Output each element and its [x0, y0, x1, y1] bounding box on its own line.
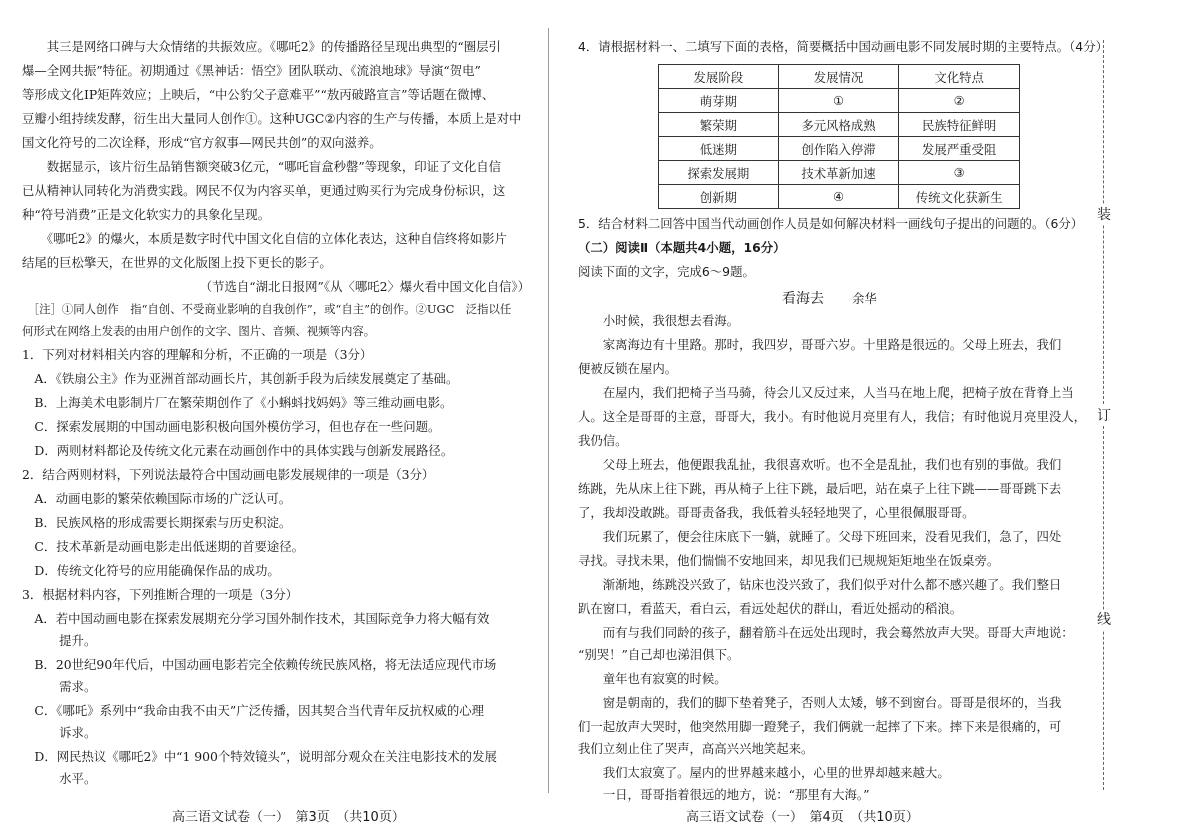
left-text-line: 诉求。: [22, 725, 97, 740]
development-stage-table: [658, 64, 1020, 209]
story-text-line: 而有与我们同龄的孩子，翻着筋斗在远处出现时，我会蓦然放声大哭。哥哥大声地说：: [578, 625, 1074, 640]
table-cell: 萌芽期: [659, 89, 779, 113]
left-text-line: B．上海美术电影制片厂在繁荣期创作了《小蝌蚪找妈妈》等三维动画电影。: [22, 395, 453, 410]
story-text-line: 寻找。寻找未果，他们惴惴不安地回来，却见我们已规规矩矩地坐在饭桌旁。: [578, 553, 1000, 568]
story-text-line: 我仍信。: [578, 433, 628, 448]
story-text-line: 在屋内，我们把椅子当马骑，待会儿又反过来，人当马在地上爬，把椅子放在背脊上当: [578, 385, 1074, 400]
story-text-line: 父母上班去，他便跟我乱扯，我很喜欢听。也不全是乱扯，我们也有别的事做。我们: [578, 457, 1062, 472]
story-text-line: 趴在窗口，看蓝天，看白云，看远处起伏的群山，看近处摇动的稻浪。: [578, 601, 963, 616]
left-text-line: 2．结合两则材料，下列说法最符合中国动画电影发展规律的一项是（3分）: [22, 467, 435, 482]
story-text-line: 家离海边有十里路。那时，我四岁，哥哥六岁。十里路是很远的。父母上班去，我们: [578, 337, 1062, 352]
question-4: 4．请根据材料一、二填写下面的表格，简要概括中国动画电影不同发展时期的主要特点。（4分）: [578, 39, 1108, 54]
table-cell: 探索发展期: [659, 161, 779, 185]
left-text-line: B．20世纪90年代后，中国动画电影若完全依赖传统民族风格，将无法适应现代市场: [22, 657, 497, 672]
table-cell: 发展阶段: [659, 65, 779, 89]
left-text-line: C．技术革新是动画电影走出低迷期的首要途径。: [22, 539, 305, 554]
table-cell: 技术革新加速: [778, 161, 899, 185]
table-row: [659, 137, 1020, 161]
question-5: 5．结合材料二回答中国当代动画创作人员是如何解决材料一画线句子提出的问题的。（6分）: [578, 216, 1084, 231]
table-cell: 创作陷入停滞: [778, 137, 899, 161]
story-text-line: 小时候，我很想去看海。: [578, 313, 740, 328]
table-row: [659, 89, 1020, 113]
left-text-line: 3．根据材料内容，下列推断合理的一项是（3分）: [22, 587, 298, 602]
story-text-line: 我们立刻止住了哭声，高高兴兴地笑起来。: [578, 741, 814, 756]
left-text-line: 需求。: [22, 679, 97, 694]
table-cell: 繁荣期: [659, 113, 779, 137]
story-text-line: 便被反锁在屋内。: [578, 361, 678, 376]
left-text-line: 水平。: [22, 771, 97, 786]
binding-char-zhuang: 装: [1097, 207, 1111, 223]
left-text-line: B．民族风格的形成需要长期探索与历史积淀。: [22, 515, 292, 530]
page-divider: [548, 28, 549, 793]
left-text-line: D．传统文化符号的应用能确保作品的成功。: [22, 563, 280, 578]
binding-char-xian: 线: [1097, 612, 1111, 628]
table-row: [659, 161, 1020, 185]
table-cell: ①: [778, 89, 899, 113]
reading-instruction: 阅读下面的文字，完成6～9题。: [578, 264, 755, 279]
story-text-line: “别哭！”自己却也涕泪俱下。: [578, 647, 740, 662]
footer-page-4: 高三语文试卷（一） 第4页 （共10页）: [686, 810, 919, 825]
story-text-line: 渐渐地，练跳没兴致了，钻床也没兴致了，我们似乎对什么都不感兴趣了。我们整日: [578, 577, 1062, 592]
table-cell: 创新期: [659, 185, 779, 209]
left-text-line: 种“符号消费”正是文化软实力的具象化呈现。: [22, 207, 271, 222]
left-text-line: C．《哪吒》系列中“我命由我不由天”广泛传播，因其契合当代青年反抗权威的心理: [22, 703, 485, 718]
left-text-line: （节选自“湖北日报网”《从〈哪吒2〉爆火看中国文化自信》）: [199, 279, 530, 294]
story-text-line: 窗是朝南的，我们的脚下垫着凳子，否则人太矮，够不到窗台。哥哥是很坏的，当我: [578, 695, 1062, 710]
story-text-line: 练跳，先从床上往下跳，再从椅子上往下跳，最后吧，站在桌子上往下跳——哥哥跳下去: [578, 481, 1062, 496]
left-text-line: 数据显示，该片衍生品销售额突破3亿元，“哪吒盲盒秒罄”等现象，印证了文化自信: [22, 159, 502, 174]
left-text-line: A．若中国动画电影在探索发展期充分学习国外制作技术，其国际竞争力将大幅有效: [22, 611, 490, 626]
story-title: 看海去: [782, 291, 824, 307]
left-text-line: C．探索发展期的中国动画电影积极向国外模仿学习，但也存在一些问题。: [22, 419, 441, 434]
left-text-line: 结尾的巨松擎天，在世界的文化版图上投下更长的影子。: [22, 255, 332, 270]
table-cell: ④: [778, 185, 899, 209]
section-heading: （二）阅读Ⅱ（本题共4小题，16分）: [578, 240, 786, 255]
footer-page-3: 高三语文试卷（一） 第3页 （共10页）: [172, 810, 405, 825]
table-header-row: [659, 65, 1020, 89]
left-text-line: 国文化符号的二次诠释，形成“官方叙事—网民共创”的双向滋养。: [22, 135, 382, 150]
table-cell: 低迷期: [659, 137, 779, 161]
left-text-line: 其三是网络口碑与大众情绪的共振效应。《哪吒2》的传播路径呈现出典型的“圈层引: [22, 39, 501, 54]
story-text-line: 童年也有寂寞的时候。: [578, 671, 727, 686]
left-text-line: 已从精神认同转化为消费实践。网民不仅为内容买单，更通过购买行为完成身份标识，这: [22, 183, 506, 198]
story-author: 余华: [852, 291, 877, 306]
table-cell: 发展严重受阻: [899, 137, 1020, 161]
left-text-line: 《哪吒2》的爆火，本质是数字时代中国文化自信的立体化表达，这种自信终将如影片: [22, 231, 507, 246]
left-text-line: 提升。: [22, 633, 97, 648]
table-cell: ③: [899, 161, 1020, 185]
story-text-line: 了，我却没敢跳。哥哥责备我，我低着头轻轻地哭了，心里很佩服哥哥。: [578, 505, 975, 520]
left-text-line: 何形式在网络上发表的由用户创作的文字、图片、音频、视频等内容。: [22, 324, 376, 338]
left-text-line: A．《铁扇公主》作为亚洲首部动画长片，其创新手段为后续发展奠定了基础。: [22, 371, 459, 386]
table-row: [659, 185, 1020, 209]
story-text-line: 一日，哥哥指着很远的地方，说：“那里有大海。”: [578, 787, 870, 802]
binding-char-ding: 订: [1097, 408, 1111, 424]
table-cell: ②: [899, 89, 1020, 113]
table-cell: 文化特点: [899, 65, 1020, 89]
left-text-line: D．网民热议《哪吒2》中“1 900个特效镜头”，说明部分观众在关注电影技术的发展: [22, 749, 497, 764]
table-cell: 民族特征鲜明: [899, 113, 1020, 137]
table-cell: 多元风格成熟: [778, 113, 899, 137]
table-cell: 传统文化获新生: [899, 185, 1020, 209]
left-text-line: D．两则材料都论及传统文化元素在动画创作中的具体实践与创新发展路径。: [22, 443, 454, 458]
table-row: [659, 113, 1020, 137]
table-cell: 发展情况: [778, 65, 899, 89]
story-text-line: 们一起放声大哭时，他突然用脚一蹬凳子，我们俩就一起摔了下来。摔下来是很痛的，可: [578, 719, 1062, 734]
story-text-line: 我们太寂寞了。屋内的世界越来越小，心里的世界却越来越大。: [578, 765, 950, 780]
story-text-line: 人。这全是哥哥的主意，哥哥大，我小。有时他说月亮里有人，我信；有时他说月亮里没人，: [578, 409, 1087, 424]
left-text-line: 1．下列对材料相关内容的理解和分析，不正确的一项是（3分）: [22, 347, 373, 362]
left-text-line: 等形成文化IP矩阵效应；上映后，“中公豹父子意难平”“敖丙破路宣言”等话题在微博、: [22, 87, 495, 102]
story-text-line: 我们玩累了，便会往床底下一躺，就睡了。父母下班回来，没看见我们，急了，四处: [578, 529, 1062, 544]
left-text-line: 豆瓣小组持续发酵，衍生出大量同人创作①。这种UGC②内容的生产与传播，本质上是对中: [22, 111, 522, 126]
left-text-line: ［注］①同人创作 指“自创、不受商业影响的自我创作”，或“自主”的创作。②UGC 泛指以任: [22, 302, 512, 316]
left-text-line: A．动画电影的繁荣依赖国际市场的广泛认可。: [22, 491, 292, 506]
left-text-line: 爆—全网共振”特征。初期通过《黑神话：悟空》团队联动、《流浪地球》导演“贺电”: [22, 63, 481, 78]
